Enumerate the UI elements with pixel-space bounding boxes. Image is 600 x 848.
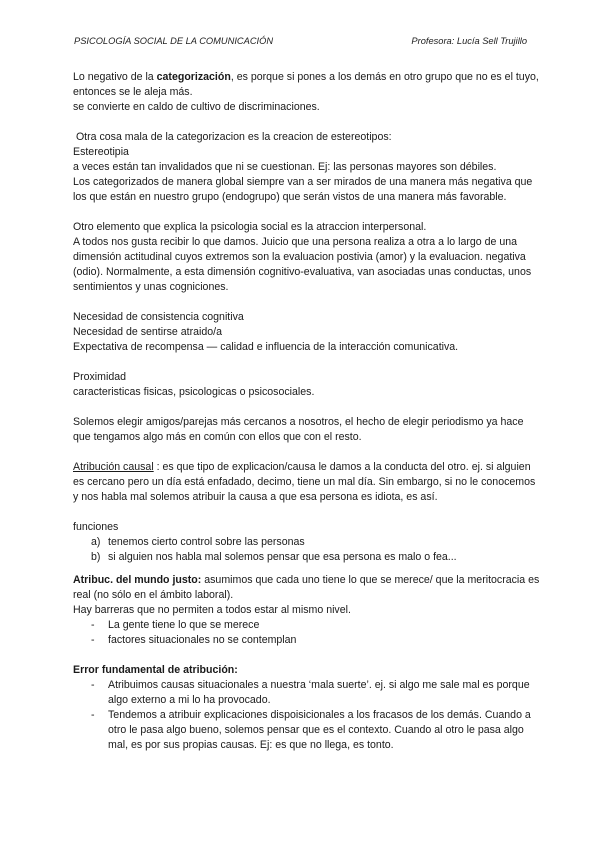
- document-body: [73, 70, 540, 753]
- list-item: [73, 633, 540, 648]
- professor-name: Profesora: Lucía Sell Trujillo: [411, 36, 527, 46]
- paragraph-line: Hay barreras que no permiten a todos estar al mismo nivel.: [73, 604, 351, 616]
- list-item-text: Atribuimos causas situacionales a nuestra ‘mala suerte’. ej. si algo me sale mal es porque algo externo a mi lo ha provocado.: [108, 679, 530, 706]
- bullet-list: [73, 618, 540, 648]
- paragraph-line: Necesidad de consistencia cognitiva: [73, 311, 244, 323]
- paragraph-line: Otra cosa mala de la categorizacion es la creacion de estereotipos:: [73, 131, 392, 143]
- text-run: asumimos que cada uno tiene lo que se merece/ que la meritocracia es real (no sólo en el ámbito laboral).: [73, 574, 540, 601]
- list-item: [73, 678, 540, 708]
- paragraph-line: Necesidad de sentirse atraido/a: [73, 326, 222, 338]
- paragraph-line: Expectativa de recompensa — calidad e influencia de la interacción comunicativa.: [73, 341, 459, 353]
- paragraph-line: a veces están tan invalidados que ni se cuestionan. Ej: las personas mayores son débiles.: [73, 161, 497, 173]
- paragraph-atribucion-causal: [73, 460, 540, 505]
- paragraph-line: Otro elemento que explica la psicologia social es la atraccion interpersonal.: [73, 221, 427, 233]
- section-heading: [73, 663, 540, 678]
- text-run: : es que tipo de explicacion/causa le damos a la conducta del otro. ej. si alguien es cercano pero un día está enfadado, decimo, tiene un mal día. Sin embargo, si no le conocemos y nos habla mal solemos atribuir la causa a que esa persona es idiota, es así.: [73, 461, 536, 503]
- bold-term: Atribuc. del mundo justo:: [73, 574, 202, 586]
- underlined-term: Atribución causal: [73, 461, 154, 473]
- page-header: [74, 36, 527, 46]
- paragraph-line: Solemos elegir amigos/parejas más cercanos a nosotros, el hecho de elegir periodismo ya hace que tengamos algo más en común con ellos que con el resto.: [73, 416, 524, 443]
- list-marker: b): [91, 551, 101, 563]
- list-item: [73, 550, 540, 565]
- list-title: funciones: [73, 521, 119, 533]
- bullet-list: [73, 678, 540, 753]
- list-item: [73, 535, 540, 550]
- paragraph-line: se convierte en caldo de cultivo de discriminaciones.: [73, 101, 320, 113]
- paragraph-line: Proximidad: [73, 371, 126, 383]
- list-item-text: La gente tiene lo que se merece: [108, 619, 260, 631]
- ordered-list: [73, 535, 540, 565]
- list-item: [73, 708, 540, 753]
- paragraph-mundo-justo: [73, 573, 540, 603]
- list-item-text: factores situacionales no se contemplan: [108, 634, 297, 646]
- list-item-text: si alguien nos habla mal solemos pensar que esa persona es malo o fea...: [108, 551, 457, 563]
- list-marker: -: [91, 679, 95, 691]
- list-item-text: tenemos cierto control sobre las personas: [108, 536, 305, 548]
- paragraph-line: caracteristicas fisicas, psicologicas o psicosociales.: [73, 386, 315, 398]
- text-run: , es porque si pones a los demás en otro grupo que no es el tuyo, entonces se le aleja más.: [73, 71, 539, 98]
- list-marker: -: [91, 634, 95, 646]
- paragraph-line: Los categorizados de manera global siempre van a ser mirados de una manera más negativa que los que están en nuestro grupo (endogrupo) que serán vistos de una manera más favorable.: [73, 176, 533, 203]
- list-marker: -: [91, 619, 95, 631]
- bold-term: categorización: [156, 71, 231, 83]
- paragraph-line: Estereotipia: [73, 146, 129, 158]
- bold-heading: Error fundamental de atribución:: [73, 664, 238, 676]
- list-item-text: Tendemos a atribuir explicaciones dispoisicionales a los fracasos de los demás. Cuando a otro le pasa algo bueno, solemos pensar que es el contexto. Cuando al otro le pasa algo mal, es por sus propias causas. Ej: es que no llega, es tonto.: [108, 709, 531, 751]
- course-title: PSICOLOGÍA SOCIAL DE LA COMUNICACIÓN: [74, 36, 274, 46]
- list-marker: a): [91, 536, 101, 548]
- list-marker: -: [91, 709, 95, 721]
- paragraph-categorizacion: [73, 70, 540, 100]
- paragraph-line: A todos nos gusta recibir lo que damos. Juicio que una persona realiza a otra a lo largo de una dimensión actitudinal cuyos extremos son la evaluacion postivia (amor) y la evaluacion. negativa (odio). Normalmente, a esta dimensión cognitivo-evaluativa, van asociadas unas conductas, unos sentimientos y unas cogniciones.: [73, 236, 532, 293]
- text-run: Lo negativo de la: [73, 71, 157, 83]
- list-item: [73, 618, 540, 633]
